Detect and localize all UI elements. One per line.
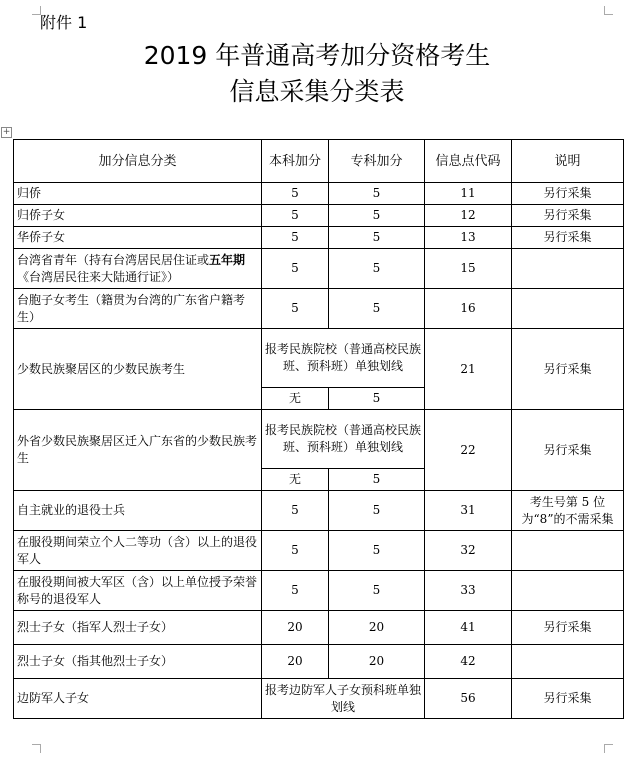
- cell-college: 5: [329, 227, 425, 249]
- cell-merged-bonus: 报考民族院校（普通高校民族班、预科班）单独划线: [262, 410, 425, 469]
- bonus-category-table: [13, 139, 624, 719]
- header-category: 加分信息分类: [14, 140, 262, 183]
- page-corner-mark: [604, 744, 613, 753]
- table-row: [14, 205, 624, 227]
- cell-undergrad: 无: [262, 388, 329, 410]
- cell-note: 考生号第 5 位为“8”的不需采集: [512, 491, 624, 531]
- cell-note: [512, 289, 624, 329]
- table-row: [14, 531, 624, 571]
- header-undergrad: 本科加分: [262, 140, 329, 183]
- cell-code: 11: [425, 183, 512, 205]
- cell-category: 少数民族聚居区的少数民族考生: [14, 329, 262, 410]
- cell-college: 5: [329, 205, 425, 227]
- category-text: 《台湾居民往来大陆通行证》）: [17, 269, 180, 284]
- table-row: [14, 289, 624, 329]
- cell-undergrad: 无: [262, 469, 329, 491]
- cell-note: [512, 249, 624, 289]
- attachment-label: 附件 1: [40, 13, 88, 32]
- cell-category: 烈士子女（指军人烈士子女）: [14, 611, 262, 645]
- cell-college: 20: [329, 645, 425, 679]
- cell-code: 22: [425, 410, 512, 491]
- cell-college: 5: [329, 289, 425, 329]
- cell-undergrad: 5: [262, 183, 329, 205]
- cell-category: 自主就业的退役士兵: [14, 491, 262, 531]
- cell-undergrad: 5: [262, 289, 329, 329]
- document-title-line2: 信息采集分类表: [229, 77, 405, 106]
- cell-undergrad: 20: [262, 645, 329, 679]
- page-corner-mark: [32, 744, 41, 753]
- cell-merged-bonus: 报考边防军人子女预科班单独划线: [262, 679, 425, 719]
- cell-category: 华侨子女: [14, 227, 262, 249]
- cell-code: 15: [425, 249, 512, 289]
- cell-merged-bonus: 报考民族院校（普通高校民族班、预科班）单独划线: [262, 329, 425, 388]
- category-text: 台湾省青年（持有台湾居民居住证或: [17, 252, 210, 267]
- cell-undergrad: 5: [262, 227, 329, 249]
- cell-category: 在服役期间被大军区（含）以上单位授予荣誉称号的退役军人: [14, 571, 262, 611]
- cell-category: 边防军人子女: [14, 679, 262, 719]
- cell-code: 31: [425, 491, 512, 531]
- cell-note: 另行采集: [512, 679, 624, 719]
- cell-note: 另行采集: [512, 205, 624, 227]
- page-corner-mark: [604, 6, 613, 15]
- cell-note: [512, 571, 624, 611]
- cell-category: 外省少数民族聚居区迁入广东省的少数民族考生: [14, 410, 262, 491]
- cell-undergrad: 20: [262, 611, 329, 645]
- cell-college: 5: [329, 469, 425, 491]
- cell-category: 台胞子女考生（籍贯为台湾的广东省户籍考生）: [14, 289, 262, 329]
- table-row: [14, 183, 624, 205]
- cell-undergrad: 5: [262, 531, 329, 571]
- cell-code: 12: [425, 205, 512, 227]
- table-row: [14, 645, 624, 679]
- table-row: [14, 329, 624, 388]
- cell-code: 32: [425, 531, 512, 571]
- cell-college: 5: [329, 531, 425, 571]
- cell-undergrad: 5: [262, 491, 329, 531]
- cell-code: 21: [425, 329, 512, 410]
- cell-college: 5: [329, 249, 425, 289]
- table-row: [14, 491, 624, 531]
- cell-code: 41: [425, 611, 512, 645]
- cell-college: 20: [329, 611, 425, 645]
- cell-college: 5: [329, 491, 425, 531]
- table-header-row: [14, 140, 624, 183]
- header-code: 信息点代码: [425, 140, 512, 183]
- cell-note: 另行采集: [512, 183, 624, 205]
- cell-code: 16: [425, 289, 512, 329]
- table-row: [14, 611, 624, 645]
- document-title-line1: 2019 年普通高考加分资格考生: [143, 41, 491, 70]
- cell-college: 5: [329, 183, 425, 205]
- table-row: [14, 227, 624, 249]
- cell-category: [14, 249, 262, 289]
- cell-code: 13: [425, 227, 512, 249]
- cell-code: 56: [425, 679, 512, 719]
- table-row: [14, 410, 624, 469]
- cell-note: 另行采集: [512, 227, 624, 249]
- cell-undergrad: 5: [262, 571, 329, 611]
- table-row: [14, 571, 624, 611]
- cell-college: 5: [329, 388, 425, 410]
- cell-note: [512, 645, 624, 679]
- cell-undergrad: 5: [262, 249, 329, 289]
- cell-college: 5: [329, 571, 425, 611]
- cell-category: 在服役期间荣立个人二等功（含）以上的退役军人: [14, 531, 262, 571]
- cell-code: 42: [425, 645, 512, 679]
- cell-category: 烈士子女（指其他烈士子女）: [14, 645, 262, 679]
- cell-category: 归侨: [14, 183, 262, 205]
- header-note: 说明: [512, 140, 624, 183]
- cell-category: 归侨子女: [14, 205, 262, 227]
- table-move-handle-icon[interactable]: +: [2, 127, 11, 137]
- cell-code: 33: [425, 571, 512, 611]
- cell-note: [512, 531, 624, 571]
- table-row: [14, 679, 624, 719]
- cell-note: 另行采集: [512, 611, 624, 645]
- header-college: 专科加分: [329, 140, 425, 183]
- cell-note: 另行采集: [512, 329, 624, 410]
- cell-note: 另行采集: [512, 410, 624, 491]
- table-row: [14, 249, 624, 289]
- category-bold-text: 五年期: [209, 252, 246, 267]
- cell-undergrad: 5: [262, 205, 329, 227]
